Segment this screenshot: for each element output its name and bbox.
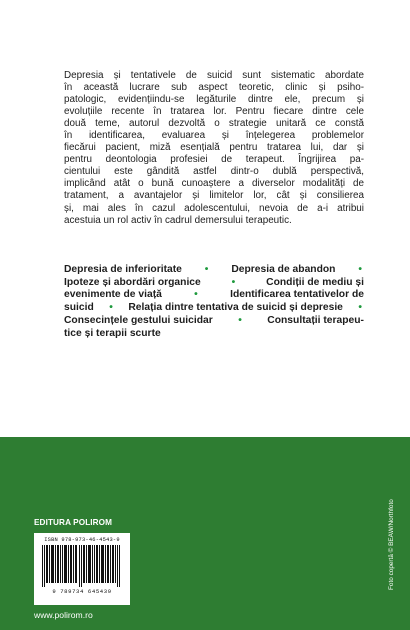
publisher-block	[34, 518, 130, 620]
description-line: în identificarea, evaluarea și înțelegerea problemelor	[64, 130, 364, 142]
description-line: evoluțiile recente în tratarea lor. Pentru fiecare dintre cele	[64, 106, 364, 118]
topic-item: Ipoteze și abordări organice	[64, 276, 201, 288]
description-line: în această lucrare sub aspect teoretic, clinic și psiho-	[64, 82, 364, 94]
topic-item: Consultații terapeu-	[267, 314, 364, 326]
topics-line	[64, 302, 364, 315]
description-line: pentru deontologia profesiei de terapeut. Îngrijirea pa-	[64, 154, 364, 166]
description-line: două teme, autorul dezvoltă o strategie unitară ce constă	[64, 118, 364, 130]
barcode-icon	[40, 545, 124, 587]
topic-item: evenimente de viață	[64, 289, 162, 301]
topic-item: suicid	[64, 302, 94, 314]
bullet-icon: •	[204, 264, 209, 275]
bullet-icon: •	[358, 264, 362, 275]
topics-line	[64, 315, 364, 328]
bullet-icon: •	[194, 289, 198, 301]
bullet-icon: •	[358, 302, 362, 314]
topic-item: Relația dintre tentativa de suicid și depresie	[128, 302, 343, 314]
topic-item: Depresia de inferioritate	[64, 264, 182, 275]
description-line: cientului este gândită astfel dintr-o dublă perspectivă,	[64, 166, 364, 178]
barcode-box	[34, 533, 130, 605]
barcode-digits: 9 789734 645439	[52, 588, 112, 595]
description-line: și, mai ales în cazul adolescentului, nevoia de a-i atribui	[64, 202, 364, 214]
topic-item: Condiții de mediu și	[266, 276, 364, 288]
bullet-icon: •	[238, 314, 242, 326]
book-description	[64, 70, 364, 227]
bullet-icon: •	[109, 302, 113, 314]
description-line: acestuia un rol activ în cadrul demersului terapeutic.	[64, 214, 292, 226]
topics-line	[64, 289, 364, 302]
photo-credit: Foto copertă © BEAW/Northfoto	[388, 499, 395, 590]
publisher-website: www.polirom.ro	[34, 610, 93, 620]
topics-list	[64, 264, 364, 340]
topics-line	[64, 277, 364, 290]
topic-item: Depresia de abandon	[231, 264, 336, 275]
topic-item: Identificarea tentativelor de	[230, 289, 364, 301]
description-line: fiecărui pacient, miză esențială pentru tratarea lui, dar și	[64, 142, 364, 154]
description-line: patologic, evidențiindu-se legăturile dintre ele, precum și	[64, 94, 364, 106]
topic-item: tice și terapii scurte	[64, 327, 161, 339]
bullet-icon: •	[231, 276, 236, 288]
description-line: implicând atât o bună cunoaștere a diverselor modalități de	[64, 178, 364, 190]
description-line: tratament, a avantajelor și limitelor lor, cât și consilierea	[64, 190, 364, 202]
topics-line	[64, 328, 364, 341]
publisher-name: EDITURA POLIROM	[34, 518, 113, 527]
isbn-text: ISBN 978-973-46-4543-9	[44, 537, 120, 543]
topic-item: Consecințele gestului suicidar	[64, 314, 213, 326]
description-line: Depresia și tentativele de suicid sunt sistematic abordate	[64, 70, 364, 81]
topics-line	[64, 264, 364, 277]
